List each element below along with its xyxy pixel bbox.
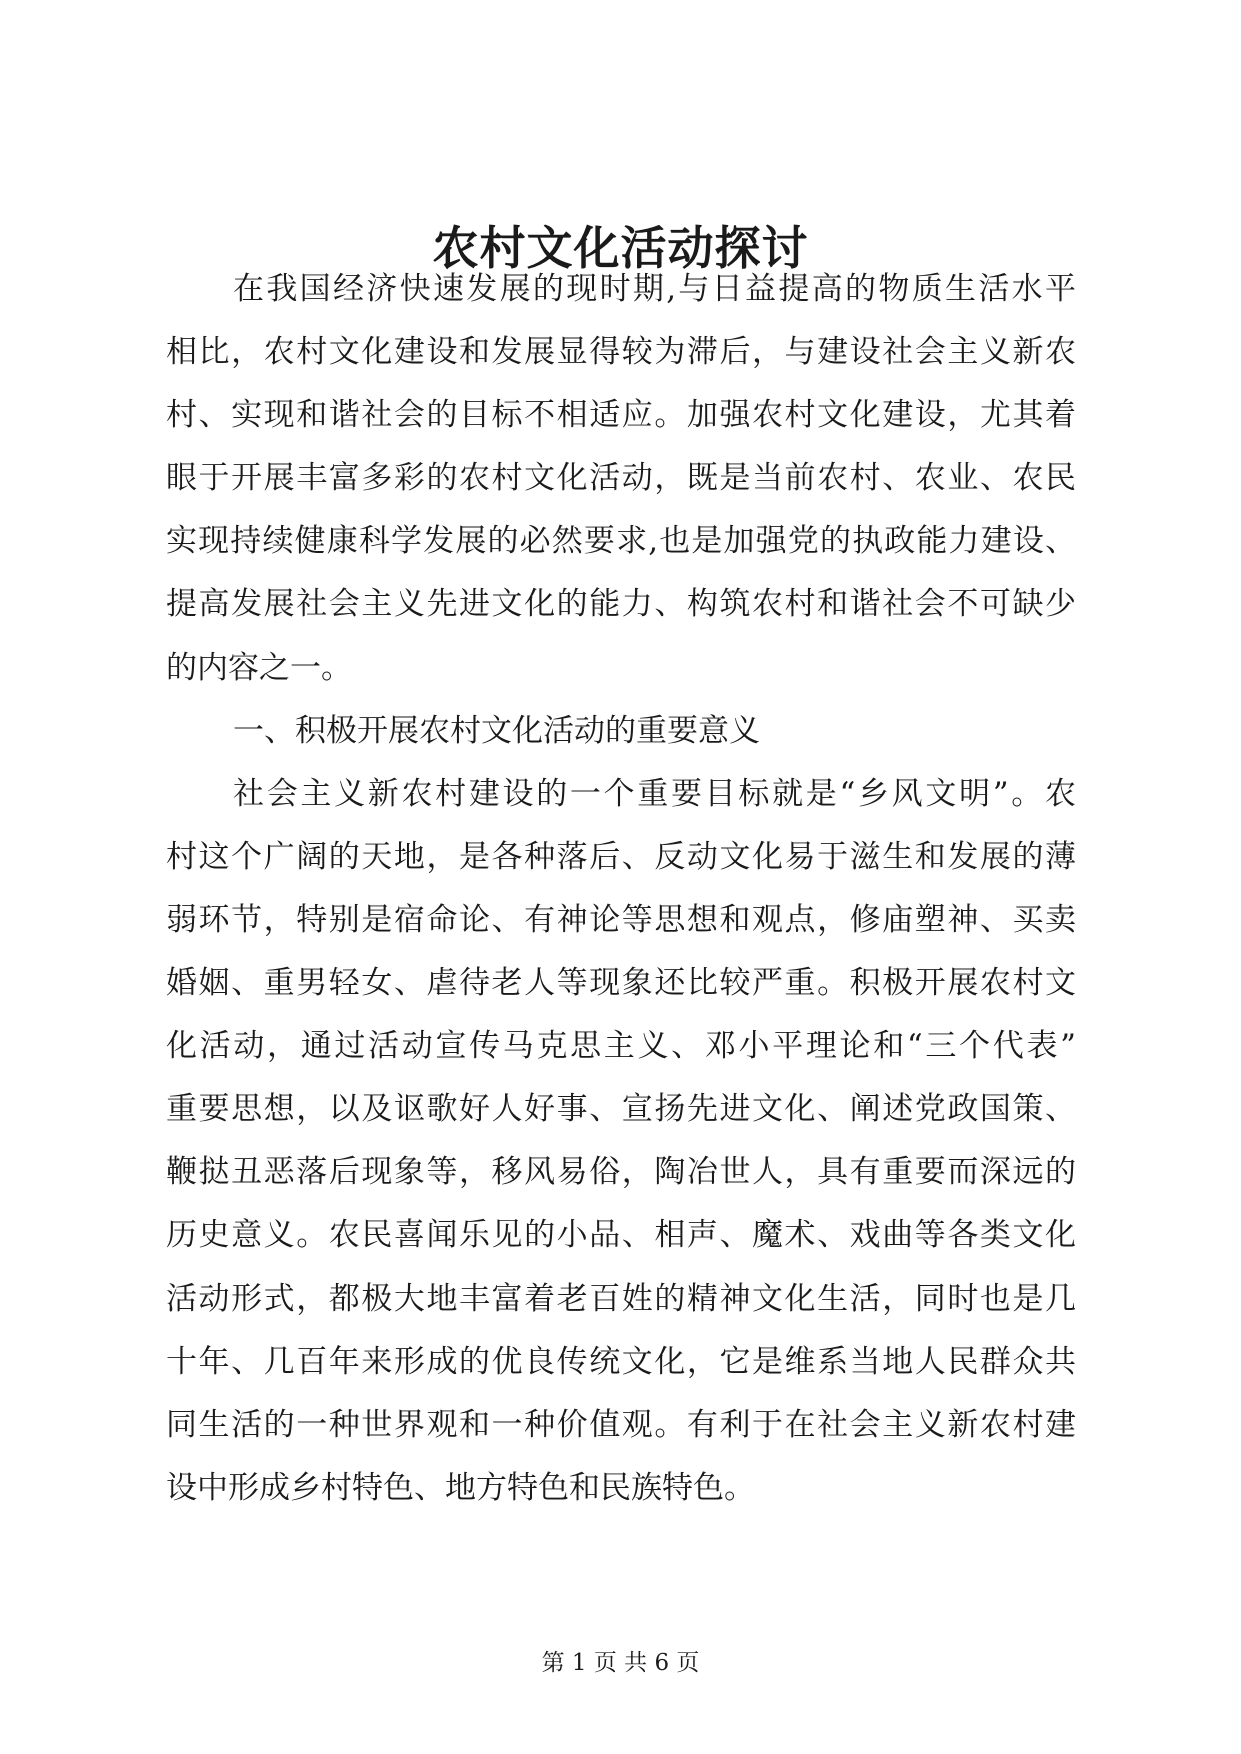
- paragraph-line: 历史意义。农民喜闻乐见的小品、相声、魔术、戏曲等各类文化: [166, 1217, 1076, 1254]
- paragraph-line: 设中形成乡村特色、地方特色和民族特色。: [166, 1469, 755, 1506]
- paragraph-line: 眼于开展丰富多彩的农村文化活动，既是当前农村、农业、农民: [166, 460, 1076, 497]
- paragraph-line: 社会主义新农村建设的一个重要目标就是“乡风文明”。农: [233, 775, 1076, 812]
- section-heading: 一、积极开展农村文化活动的重要意义: [233, 712, 760, 749]
- paragraph-line: 实现持续健康科学发展的必然要求,也是加强党的执政能力建设、: [166, 523, 1076, 560]
- paragraph-line: 重要思想，以及讴歌好人好事、宣扬先进文化、阐述党政国策、: [166, 1091, 1076, 1128]
- paragraph-line: 提高发展社会主义先进文化的能力、构筑农村和谐社会不可缺少: [166, 586, 1076, 623]
- paragraph-line: 同生活的一种世界观和一种价值观。有利于在社会主义新农村建: [166, 1406, 1076, 1443]
- paragraph-line: 的内容之一。: [166, 649, 352, 686]
- document-body: [166, 258, 1076, 1520]
- page-footer: 第 1 页 共 6 页: [541, 1650, 700, 1676]
- paragraph-line: 弱环节，特别是宿命论、有神论等思想和观点，修庙塑神、买卖: [166, 901, 1076, 938]
- paragraph-line: 婚姻、重男轻女、虐待老人等现象还比较严重。积极开展农村文: [166, 965, 1076, 1002]
- paragraph-line: 鞭挞丑恶落后现象等，移风易俗，陶冶世人，具有重要而深远的: [166, 1154, 1076, 1191]
- paragraph-line: 活动形式，都极大地丰富着老百姓的精神文化生活，同时也是几: [166, 1280, 1076, 1317]
- paragraph-line: 在我国经济快速发展的现时期,与日益提高的物质生活水平: [233, 271, 1076, 307]
- paragraph-line: 十年、几百年来形成的优良传统文化，它是维系当地人民群众共: [166, 1343, 1076, 1380]
- paragraph-line: 化活动，通过活动宣传马克思主义、邓小平理论和“三个代表”: [166, 1028, 1076, 1065]
- document-title: 农村文化活动探讨: [432, 221, 809, 275]
- paragraph-line: 相比，农村文化建设和发展显得较为滞后，与建设社会主义新农: [166, 334, 1076, 371]
- paragraph-line: 村这个广阔的天地，是各种落后、反动文化易于滋生和发展的薄: [166, 838, 1076, 875]
- paragraph-line: 村、实现和谐社会的目标不相适应。加强农村文化建设，尤其着: [166, 397, 1076, 434]
